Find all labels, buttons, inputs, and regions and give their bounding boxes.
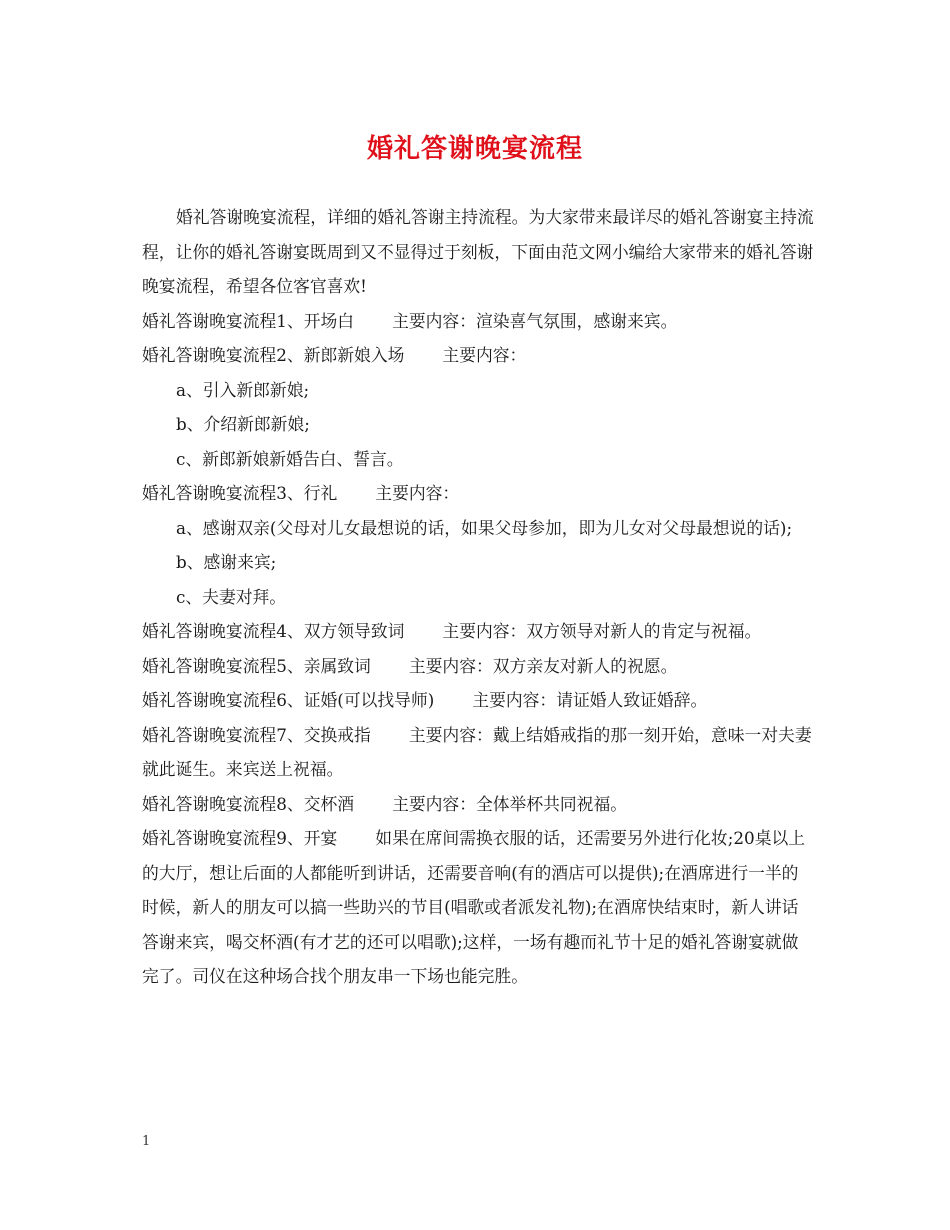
list-item: a、感谢双亲(父母对儿女最想说的话，如果父母参加，即为儿女对父母最想说的话);: [176, 517, 793, 538]
step-content: 如果在席间需换衣服的话，还需要另外进行化妆;20桌以上的大厅，想让后面的人都能听到讲话，还需要音响(有的酒店可以提供);在酒席进行一半的时候，新人的朋友可以搞一些助兴的节目(唱歌或者派发礼物);在酒席快结束时，新人讲话答谢来宾，喝交杯酒(有才艺的还可以唱歌);这样，一场有趣而礼节十足的婚礼答谢宴就做完了。司仪在这种场合找个朋友串一下场也能完胜。: [142, 828, 806, 986]
step-5: [142, 649, 814, 684]
step-heading: 婚礼答谢晚宴流程2、新郎新娘入场: [142, 345, 405, 365]
list-item: a、引入新郎新娘;: [176, 379, 310, 400]
document-body: [142, 200, 814, 994]
step-heading: 婚礼答谢晚宴流程1、开场白: [142, 310, 355, 331]
step-heading: 婚礼答谢晚宴流程3、行礼: [142, 483, 338, 503]
step-heading: 婚礼答谢晚宴流程4、双方领导致词: [142, 621, 405, 641]
step-6: [142, 683, 814, 718]
step-2: [142, 338, 814, 373]
step-content: 主要内容：: [442, 345, 527, 365]
list-item: c、夫妻对拜。: [176, 586, 287, 607]
step-1: [142, 304, 814, 339]
step-content: 主要内容：双方亲友对新人的祝愿。: [408, 655, 678, 676]
step-8: [142, 787, 814, 822]
step-content: 主要内容：全体举杯共同祝福。: [392, 793, 628, 814]
step-heading: 婚礼答谢晚宴流程6、证婚(可以找导师): [142, 690, 435, 710]
intro-paragraph: 婚礼答谢晚宴流程，详细的婚礼答谢主持流程。为大家带来最详尽的婚礼答谢宴主持流程，让你的婚礼答谢宴既周到又不显得过于刻板，下面由范文网小编给大家带来的婚礼答谢晚宴流程，希望各位客官喜欢!: [142, 207, 814, 296]
step-heading: 婚礼答谢晚宴流程7、交换戒指: [142, 724, 371, 745]
list-item: c、新郎新娘新婚告白、誓言。: [176, 448, 404, 469]
step-7: [142, 718, 814, 787]
step-content: 主要内容：双方领导对新人的肯定与祝福。: [442, 621, 762, 641]
step-heading: 婚礼答谢晚宴流程9、开宴: [142, 828, 338, 848]
step-9: [142, 821, 814, 994]
list-item: b、感谢来宾;: [176, 552, 277, 572]
step-content: 主要内容：: [375, 483, 460, 503]
step-content: 主要内容：渲染喜气氛围，感谢来宾。: [392, 310, 678, 331]
step-heading: 婚礼答谢晚宴流程8、交杯酒: [142, 793, 355, 814]
step-content: 主要内容：请证婚人致证婚辞。: [472, 690, 708, 710]
step-content: 主要内容：戴上结婚戒指的那一刻开始，意味一对夫妻就此诞生。来宾送上祝福。: [142, 724, 812, 779]
page-number: 1: [142, 1134, 151, 1149]
step-heading: 婚礼答谢晚宴流程5、亲属致词: [142, 655, 371, 676]
step-4: [142, 614, 814, 649]
step-3: [142, 476, 814, 511]
document-title: 婚礼答谢晚宴流程: [366, 134, 583, 164]
list-item: b、介绍新郎新娘;: [176, 414, 310, 434]
